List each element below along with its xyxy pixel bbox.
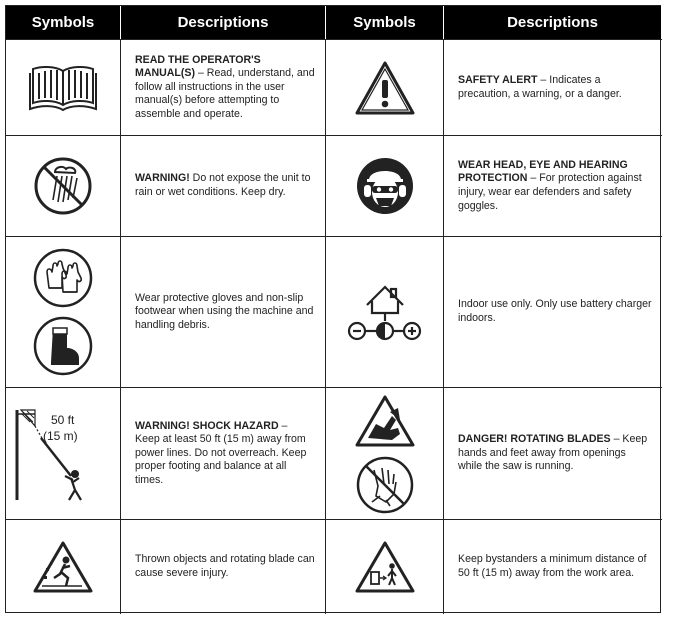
description-title: DANGER! ROTATING BLADES [458, 433, 611, 446]
description-text: – Keep hands and feet away from openings while the saw is running. [458, 433, 648, 473]
description-cell [444, 135, 662, 236]
description-cell [121, 135, 326, 236]
symbol-cell [326, 39, 444, 135]
description-text: Indoor use only. Only use battery charger indoors. [458, 298, 652, 324]
description-title: SAFETY ALERT [458, 73, 538, 86]
description-text: – Keep at least 50 ft (15 m) away from power lines. Do not overreach. Keep proper footing and balance at all times. [135, 419, 307, 486]
description-text: Thrown objects and rotating blade can cause severe injury. [135, 553, 315, 579]
description-title: WARNING! [135, 172, 190, 185]
description-cell [121, 387, 326, 519]
description-cell [444, 519, 662, 614]
description-text: – For protection against injury, wear ear defenders and safety goggles. [458, 172, 642, 212]
indoor-charger-icon [347, 281, 423, 343]
description-text: – Indicates a precaution, a warning, or a danger. [458, 73, 622, 100]
description-cell [444, 236, 662, 387]
description-cell [121, 519, 326, 614]
description-cell [444, 39, 662, 135]
thrown-objects-icon [32, 540, 94, 594]
description-title: READ THE OPERATOR'S MANUAL(S) [135, 53, 261, 80]
description-text: Do not expose the unit to rain or wet conditions. Keep dry. [135, 172, 311, 198]
bystander-distance-icon [354, 540, 416, 594]
distance-label-m: (15 m) [43, 428, 78, 443]
safety-symbols-table [5, 5, 661, 613]
head-eye-hearing-protection-icon [355, 156, 415, 216]
symbol-cell [6, 135, 121, 236]
operator-manual-icon [27, 63, 99, 113]
description-text: Keep bystanders a minimum distance of 50 ft (15 m) away from the work area. [458, 553, 647, 579]
symbol-cell [326, 519, 444, 614]
header-descriptions-right: Descriptions [444, 6, 662, 39]
symbol-cell [326, 135, 444, 236]
description-title: WEAR HEAD, EYE AND HEARING PROTECTION [458, 158, 628, 185]
header-descriptions-left: Descriptions [121, 6, 326, 39]
symbol-cell [6, 387, 121, 519]
header-symbols-right: Symbols [326, 6, 444, 39]
power-line-distance-icon [13, 404, 113, 504]
header-symbols-left: Symbols [6, 6, 121, 39]
no-rain-icon [33, 156, 93, 216]
description-text: – Read, understand, and follow all instructions in the user manual(s) before attempting to assemble and operate. [135, 67, 315, 120]
distance-label-ft: 50 ft [51, 412, 75, 427]
symbol-cell [6, 39, 121, 135]
rotating-blade-hand-warning-icon [354, 394, 416, 448]
description-cell [121, 236, 326, 387]
gloves-icon [33, 248, 93, 308]
description-cell [444, 387, 662, 519]
boot-icon [33, 316, 93, 376]
symbol-cell [326, 236, 444, 387]
description-title: WARNING! SHOCK HAZARD [135, 419, 279, 432]
no-hand-blade-icon [356, 456, 414, 514]
description-text: Wear protective gloves and non-slip footwear when using the machine and handling debris. [135, 291, 314, 331]
symbol-cell [6, 236, 121, 387]
symbol-cell [326, 387, 444, 519]
description-cell [121, 39, 326, 135]
symbol-cell [6, 519, 121, 614]
safety-alert-icon [354, 60, 416, 116]
